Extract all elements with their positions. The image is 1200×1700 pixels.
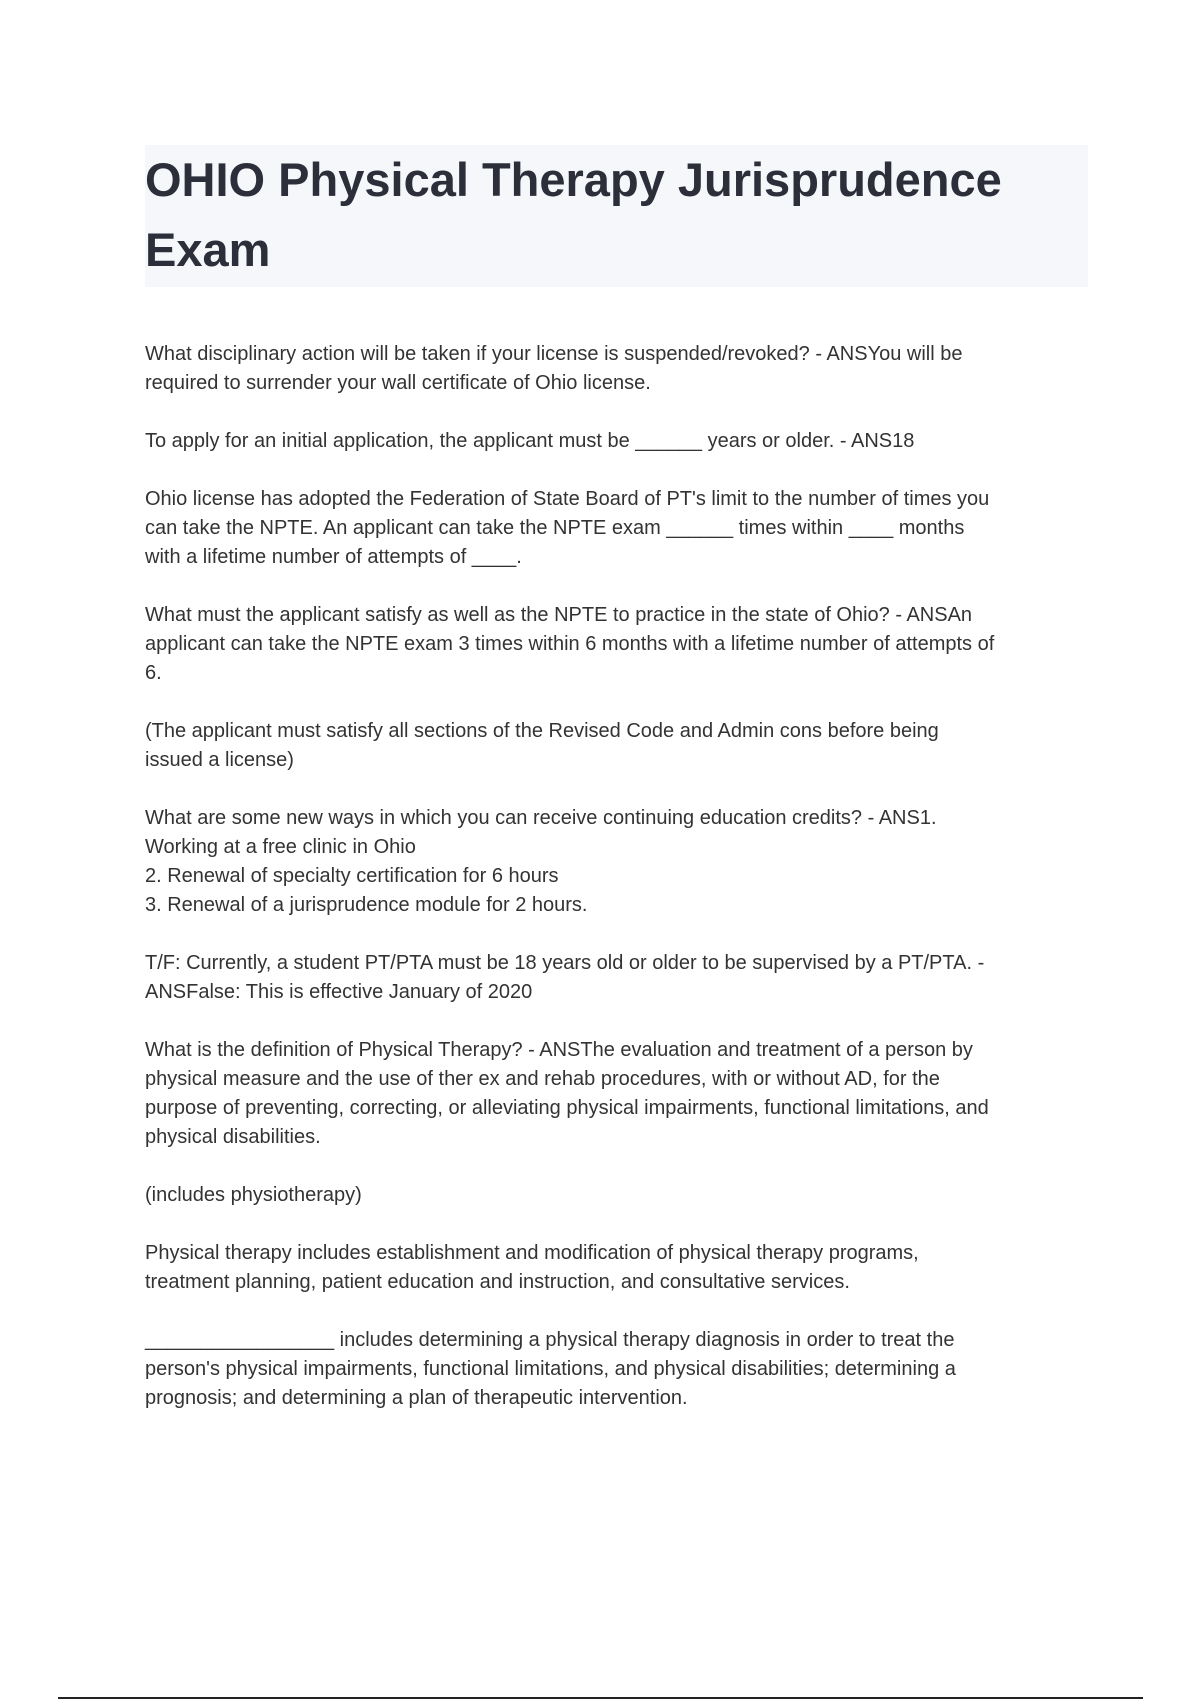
text-line: treatment planning, patient education and instruction, and consultative services.: [145, 1271, 850, 1293]
qa-paragraph: [145, 485, 1090, 572]
note-paragraph: [145, 1181, 1090, 1210]
text-line: Working at a free clinic in Ohio: [145, 836, 416, 858]
text-line: purpose of preventing, correcting, or alleviating physical impairments, functional limitations, and: [145, 1097, 989, 1119]
text-line: To apply for an initial application, the applicant must be ______ years or older. - ANS18: [145, 430, 915, 452]
text-line: What must the applicant satisfy as well as the NPTE to practice in the state of Ohio? - ANSAn: [145, 604, 973, 626]
text-line: Ohio license has adopted the Federation of State Board of PT's limit to the number of times you: [145, 488, 990, 510]
text-line: ANSFalse: This is effective January of 2020: [145, 981, 533, 1003]
title-line: OHIO Physical Therapy Jurisprudence: [145, 153, 1002, 206]
text-line: physical disabilities.: [145, 1126, 321, 1148]
qa-paragraph: [145, 340, 1090, 398]
note-paragraph: [145, 717, 1090, 775]
qa-paragraph: [145, 427, 1090, 456]
text-line: person's physical impairments, functional limitations, and physical disabilities; determining a: [145, 1358, 956, 1380]
qa-paragraph: [145, 601, 1090, 688]
text-line: _________________ includes determining a physical therapy diagnosis in order to treat the: [145, 1329, 955, 1351]
qa-paragraph: [145, 1036, 1090, 1152]
bottom-divider: [58, 1697, 1143, 1699]
text-line: Physical therapy includes establishment and modification of physical therapy programs,: [145, 1242, 919, 1264]
text-line: What is the definition of Physical Therapy? - ANSThe evaluation and treatment of a person by: [145, 1039, 973, 1061]
qa-paragraph: [145, 804, 1090, 920]
text-line: 3. Renewal of a jurisprudence module for 2 hours.: [145, 894, 588, 916]
text-line: What disciplinary action will be taken if your license is suspended/revoked? - ANSYou will be: [145, 343, 963, 365]
page-title: [145, 145, 1088, 285]
text-line: required to surrender your wall certificate of Ohio license.: [145, 372, 651, 394]
text-line: (includes physiotherapy): [145, 1184, 362, 1206]
text-line: T/F: Currently, a student PT/PTA must be 18 years old or older to be supervised by a PT/PTA. -: [145, 952, 985, 974]
text-line: can take the NPTE. An applicant can take the NPTE exam ______ times within ____ months: [145, 517, 965, 539]
text-line: 6.: [145, 662, 162, 684]
text-line: What are some new ways in which you can receive continuing education credits? - ANS1.: [145, 807, 937, 829]
text-line: with a lifetime number of attempts of ____.: [145, 546, 522, 568]
text-line: (The applicant must satisfy all sections of the Revised Code and Admin cons before being: [145, 720, 939, 742]
document-body: [145, 340, 1090, 1442]
text-line: prognosis; and determining a plan of therapeutic intervention.: [145, 1387, 688, 1409]
qa-paragraph: [145, 1326, 1090, 1413]
title-line: Exam: [145, 223, 271, 276]
text-line: applicant can take the NPTE exam 3 times within 6 months with a lifetime number of attempts of: [145, 633, 995, 655]
text-line: 2. Renewal of specialty certification for 6 hours: [145, 865, 559, 887]
text-line: issued a license): [145, 749, 294, 771]
qa-paragraph: [145, 949, 1090, 1007]
title-banner: [145, 145, 1088, 287]
text-line: physical measure and the use of ther ex and rehab procedures, with or without AD, for the: [145, 1068, 940, 1090]
note-paragraph: [145, 1239, 1090, 1297]
